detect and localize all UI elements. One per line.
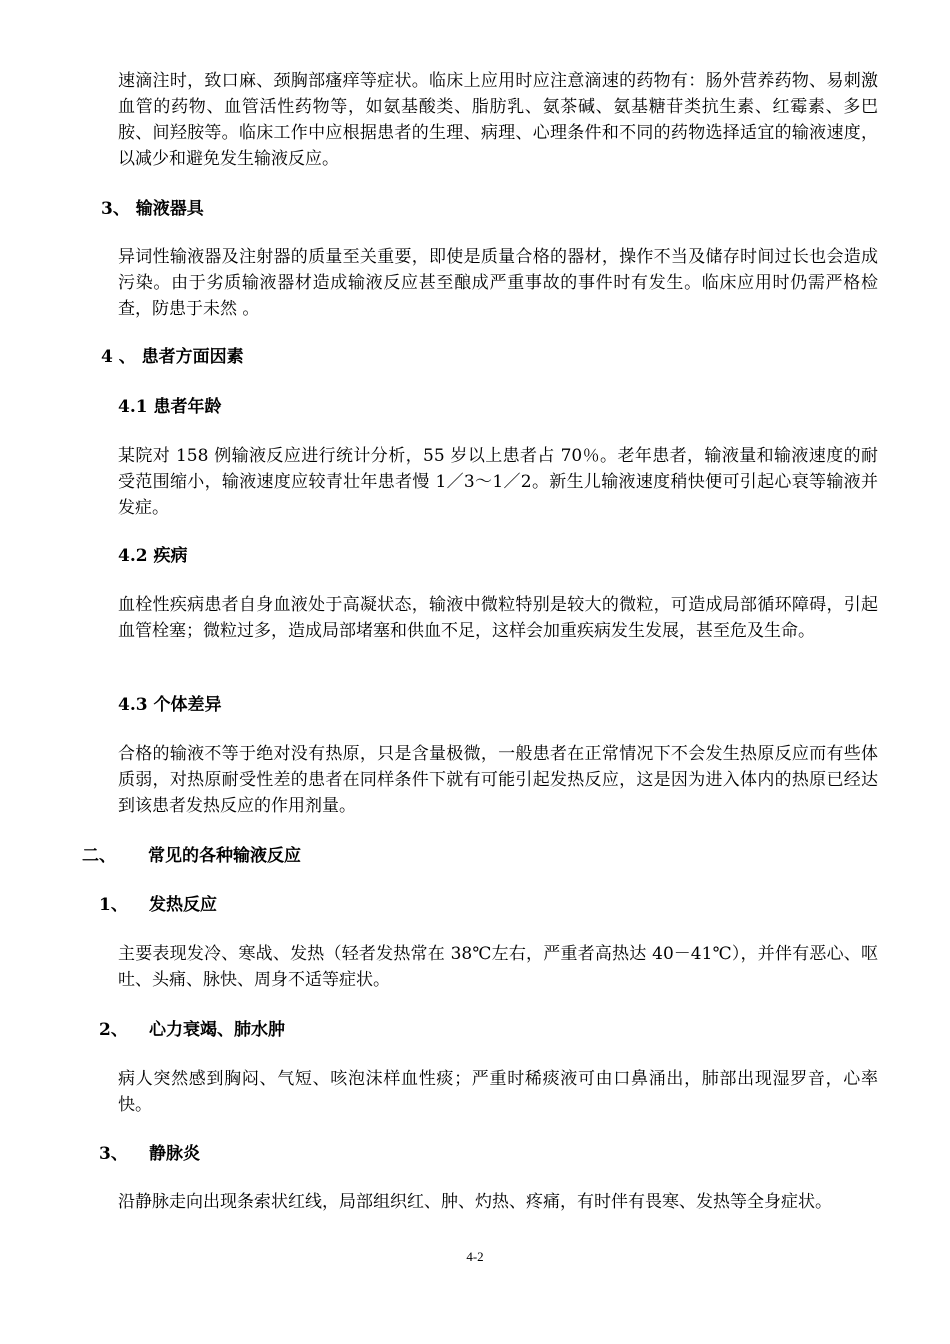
paragraph-individual-difference: 合格的输液不等于绝对没有热原，只是含量极微，一般患者在正常情况下不会发生热原反应而有些体质弱，对热原耐受性差的患者在同样条件下就有可能引起发热反应，这是因为进入体内的热原已经达到该患者发热反应的作用剂量。 [118, 744, 878, 816]
heading-fever-reaction [99, 892, 217, 918]
heading-phlebitis [99, 1141, 200, 1167]
paragraph-heart-failure: 病人突然感到胸闷、气短、咳泡沫样血性痰；严重时稀痰液可由口鼻涌出，肺部出现湿罗音，心率快。 [118, 1069, 878, 1115]
page-number: 4-2 [466, 1249, 484, 1264]
heading-fever-reaction-text: 发热反应 [149, 895, 217, 915]
heading-3-infusion-equipment: 3、 输液器具 [101, 199, 204, 219]
paragraph-disease: 血栓性疾病患者自身血液处于高凝状态，输液中微粒特别是较大的微粒，可造成局部循环障碍，引起血管栓塞；微粒过多，造成局部堵塞和供血不足，这样会加重疾病发生发展，甚至危及生命。 [118, 595, 878, 641]
paragraph-patient-age: 某院对 158 例输液反应进行统计分析，55 岁以上患者占 70％。老年患者，输液量和输液速度的耐受范围缩小，输液速度应较青壮年患者慢 1／3～1／2。新生儿输液速度稍快便可引起心衰等输液并发症。 [118, 446, 878, 518]
heading-4-3-individual-difference: 4.3 个体差异 [118, 695, 222, 715]
heading-section-ii-number: 二、 [82, 846, 116, 866]
paragraph-fever-reaction: 主要表现发冷、寒战、发热（轻者发热常在 38℃左右，严重者高热达 40－41℃），并伴有恶心、呕吐、头痛、脉快、周身不适等症状。 [118, 944, 878, 990]
heading-fever-reaction-number: 1、 [99, 895, 128, 915]
paragraph-intro: 速滴注时，致口麻、颈胸部瘙痒等症状。临床上应用时应注意滴速的药物有：肠外营养药物、易刺激血管的药物、血管活性药物等，如氨基酸类、脂肪乳、氨茶碱、氨基糖苷类抗生素、红霉素、多巴胺、间羟胺等。临床工作中应根据患者的生理、病理、心理条件和不同的药物选择适宜的输液速度，以减少和避免发生输液反应。 [118, 71, 878, 169]
heading-phlebitis-number: 3、 [99, 1144, 128, 1164]
heading-4-2-disease: 4.2 疾病 [118, 546, 188, 566]
heading-heart-failure-number: 2、 [99, 1020, 128, 1040]
heading-section-ii [82, 843, 301, 869]
heading-4-patient-factors: 4 、 患者方面因素 [101, 347, 244, 367]
heading-4-1-patient-age: 4.1 患者年龄 [118, 397, 222, 417]
heading-heart-failure [99, 1017, 285, 1043]
heading-phlebitis-text: 静脉炎 [149, 1144, 200, 1164]
heading-section-ii-text: 常见的各种输液反应 [148, 846, 301, 866]
paragraph-infusion-equipment: 异词性输液器及注射器的质量至关重要，即使是质量合格的器材，操作不当及储存时间过长也会造成污染。由于劣质输液器材造成输液反应甚至酿成严重事故的事件时有发生。临床应用时仍需严格检查，防患于未然 。 [118, 247, 878, 319]
paragraph-phlebitis: 沿静脉走向出现条索状红线，局部组织红、肿、灼热、疼痛，有时伴有畏寒、发热等全身症状。 [118, 1192, 832, 1212]
heading-heart-failure-text: 心力衰竭、肺水肿 [149, 1020, 285, 1040]
